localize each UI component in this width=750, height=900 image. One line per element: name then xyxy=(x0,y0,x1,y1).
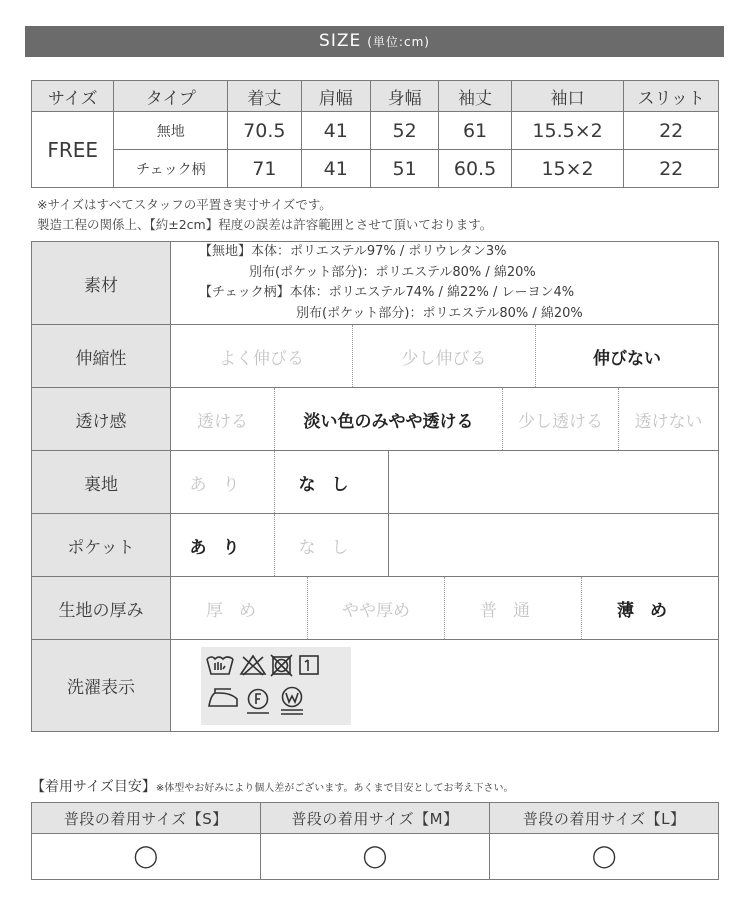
spec-label-care: 洗濯表示 xyxy=(32,640,171,732)
spec-label-pocket: ポケット xyxy=(32,514,171,577)
care-symbols xyxy=(201,647,351,725)
spec-label-stretch: 伸縮性 xyxy=(32,325,171,388)
fit-mark-m: ◯ xyxy=(260,834,490,880)
iron-icon xyxy=(209,689,237,706)
spec-row-thickness xyxy=(32,577,719,640)
col-header-sleeve: 袖丈 xyxy=(439,81,511,112)
lining-option: あり xyxy=(171,451,275,513)
pocket-option: なし xyxy=(275,514,389,576)
material-line: 別布(ポケット部分)：ポリエステル80% / 綿20% xyxy=(296,305,583,321)
spec-label-lining: 裏地 xyxy=(32,451,171,514)
stretch-option: 少し伸びる xyxy=(353,325,536,387)
fit-guide-note: ※体型やお好みにより個人差がございます。あくまで目安としてお考え下さい。 xyxy=(155,783,514,794)
sheer-option: 透けない xyxy=(634,411,703,432)
thickness-option-selected: 薄め xyxy=(617,600,683,621)
type-cell: 無地 xyxy=(114,112,228,150)
no-tumble-dry-icon xyxy=(271,655,292,676)
col-header-shoulder: 肩幅 xyxy=(301,81,370,112)
size-title: SIZE xyxy=(319,31,362,51)
thickness-option: 普通 xyxy=(445,577,582,639)
length-cell: 70.5 xyxy=(228,112,301,150)
length-cell: 71 xyxy=(228,150,301,188)
pocket-options xyxy=(171,514,718,576)
spec-label-thickness: 生地の厚み xyxy=(32,577,171,640)
sheer-option-selected: 淡い色のみやや透ける xyxy=(275,388,503,450)
sheer-option: 少し透ける xyxy=(503,388,619,450)
col-header-type: タイプ xyxy=(114,81,228,112)
fit-mark-l: ◯ xyxy=(490,834,719,880)
fit-header-m: 普段の着用サイズ【M】 xyxy=(260,803,490,834)
sheer-option: 透ける xyxy=(171,388,275,450)
care-label-tag xyxy=(201,647,351,725)
table-row xyxy=(32,834,719,880)
cuff-cell: 15.5×2 xyxy=(511,112,624,150)
sheer-options xyxy=(171,388,718,450)
care-cell xyxy=(171,640,719,732)
type-cell: チェック柄 xyxy=(114,150,228,188)
size-table xyxy=(31,80,719,188)
spec-row-care xyxy=(32,640,719,732)
fit-guide-header-row xyxy=(32,803,719,834)
chest-cell: 51 xyxy=(370,150,438,188)
thickness-option: やや厚め xyxy=(308,577,445,639)
size-unit: (単位:cm) xyxy=(367,35,430,49)
col-header-chest: 身幅 xyxy=(370,81,438,112)
size-table-header-row xyxy=(32,81,719,112)
no-bleach-icon xyxy=(241,656,265,675)
col-header-slit: スリット xyxy=(624,81,719,112)
hand-wash-icon xyxy=(207,657,233,674)
sleeve-cell: 60.5 xyxy=(439,150,511,188)
table-row xyxy=(32,112,719,150)
lining-options xyxy=(171,451,718,513)
fit-header-l: 普段の着用サイズ【L】 xyxy=(490,803,719,834)
lining-option-selected: なし xyxy=(275,451,389,513)
col-header-length: 着丈 xyxy=(228,81,301,112)
pocket-option-selected: あり xyxy=(171,514,275,576)
table-row xyxy=(32,150,719,188)
spec-table xyxy=(31,241,719,732)
spec-label-sheer: 透け感 xyxy=(32,388,171,451)
fit-guide-heading: 【着用サイズ目安】 xyxy=(31,779,156,795)
spec-row-material xyxy=(32,242,719,325)
spec-label-material: 素材 xyxy=(32,242,171,325)
shoulder-cell: 41 xyxy=(301,150,370,188)
material-line: 【無地】本体：ポリエステル97% / ポリウレタン3% xyxy=(199,244,507,259)
chest-cell: 52 xyxy=(370,112,438,150)
dry-clean-f-icon xyxy=(247,689,269,713)
spec-row-pocket xyxy=(32,514,719,577)
size-note-2: 製造工程の関係上、【約±2cm】程度の誤差は許容範囲とさせて頂いております。 xyxy=(37,217,493,232)
spec-row-stretch xyxy=(32,325,719,388)
shoulder-cell: 41 xyxy=(301,112,370,150)
fit-guide-title xyxy=(31,776,513,796)
cuff-cell: 15×2 xyxy=(511,150,624,188)
col-header-size: サイズ xyxy=(32,81,114,112)
slit-cell: 22 xyxy=(624,112,719,150)
size-note-1: ※サイズはすべてスタッフの平置き実寸サイズです。 xyxy=(37,197,332,212)
size-header-bar xyxy=(25,26,724,57)
stretch-option-selected: 伸びない xyxy=(593,348,661,369)
stretch-option: よく伸びる xyxy=(171,325,353,387)
thickness-option: 厚め xyxy=(171,577,308,639)
spec-row-lining xyxy=(32,451,719,514)
fit-header-s: 普段の着用サイズ【S】 xyxy=(32,803,261,834)
col-header-cuff: 袖口 xyxy=(511,81,624,112)
spec-row-sheer xyxy=(32,388,719,451)
sleeve-cell: 61 xyxy=(439,112,511,150)
wet-clean-w-icon xyxy=(281,687,303,714)
slit-cell: 22 xyxy=(624,150,719,188)
material-line: 【チェック柄】本体：ポリエステル74% / 綿22% / レーヨン4% xyxy=(199,285,575,300)
size-free-cell: FREE xyxy=(32,112,114,188)
thickness-options xyxy=(171,577,718,639)
fit-guide-table xyxy=(31,802,719,880)
material-text xyxy=(171,242,719,325)
fit-mark-s: ◯ xyxy=(32,834,261,880)
material-line: 別布(ポケット部分)：ポリエステル80% / 綿20% xyxy=(249,264,536,280)
line-dry-icon xyxy=(300,656,318,674)
stretch-options xyxy=(171,325,718,387)
